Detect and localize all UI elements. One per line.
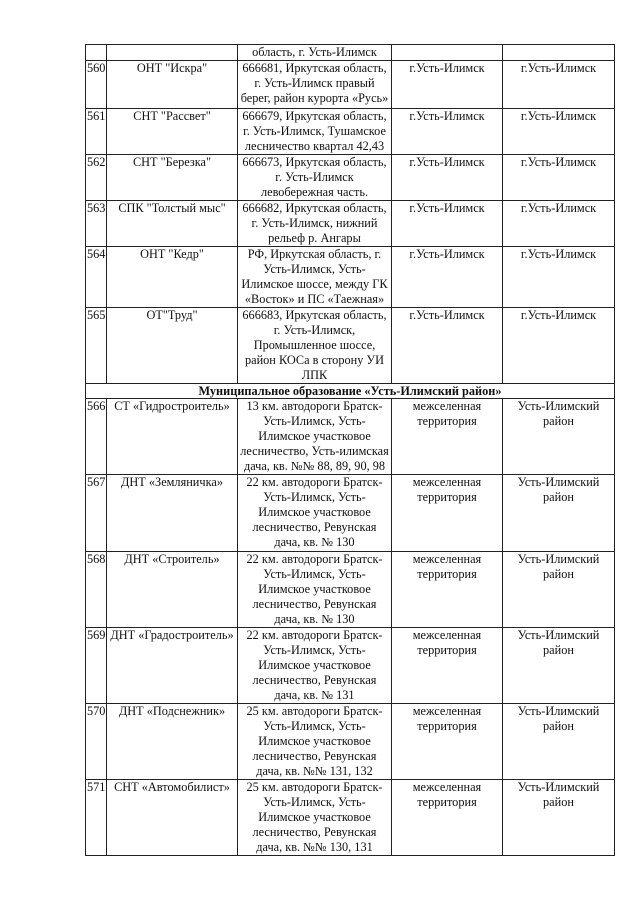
cell-name: ОНТ "Кедр"	[107, 247, 238, 308]
cell-num: 570	[86, 704, 107, 780]
cell-locality: г.Усть-Илимск	[392, 109, 503, 155]
cell-name: СПК "Толстый мыс"	[107, 201, 238, 247]
cell-num: 561	[86, 109, 107, 155]
cell-num: 564	[86, 247, 107, 308]
cell-num: 568	[86, 552, 107, 628]
table-row	[86, 475, 615, 552]
cell-locality: г.Усть-Илимск	[392, 61, 503, 109]
cell-address: 666681, Иркутская область, г. Усть-Илимск правый берег, район курорта «Русь»	[238, 61, 392, 109]
registry-table-body	[86, 45, 615, 856]
cell-name: СНТ «Автомобилист»	[107, 780, 238, 856]
cell-locality	[392, 45, 503, 61]
cell-locality: г.Усть-Илимск	[392, 308, 503, 384]
table-row	[86, 552, 615, 628]
cell-address: 22 км. автодороги Братск-Усть-Илимск, Усть-Илимское участковое лесничество, Ревунская дача, кв. № 130	[238, 475, 392, 552]
cell-municipality: г.Усть-Илимск	[503, 155, 615, 201]
cell-locality: г.Усть-Илимск	[392, 155, 503, 201]
cell-num: 565	[86, 308, 107, 384]
cell-address: область, г. Усть-Илимск	[238, 45, 392, 61]
cell-num: 571	[86, 780, 107, 856]
cell-municipality	[503, 45, 615, 61]
cell-num: 569	[86, 628, 107, 704]
cell-name: ДНТ «Подснежник»	[107, 704, 238, 780]
table-row	[86, 61, 615, 109]
cell-address: РФ, Иркутская область, г. Усть-Илимск, Усть-Илимское шоссе, между ГК «Восток» и ПС «Таежная»	[238, 247, 392, 308]
cell-locality: межселенная территория	[392, 552, 503, 628]
cell-address: 666679, Иркутская область, г. Усть-Илимск, Тушамское лесничество квартал 42,43	[238, 109, 392, 155]
cell-num: 560	[86, 61, 107, 109]
cell-locality: межселенная территория	[392, 628, 503, 704]
table-row	[86, 628, 615, 704]
cell-locality: межселенная территория	[392, 780, 503, 856]
cell-address: 666682, Иркутская область, г. Усть-Илимск, нижний рельеф р. Ангары	[238, 201, 392, 247]
cell-municipality: Усть-Илимский район	[503, 628, 615, 704]
cell-municipality: Усть-Илимский район	[503, 780, 615, 856]
cell-address: 13 км. автодороги Братск-Усть-Илимск, Усть-Илимское участковое лесничество, Усть-илимская дача, кв. №№ 88, 89, 90, 98	[238, 399, 392, 475]
cell-address: 666673, Иркутская область, г. Усть-Илимск левобережная часть.	[238, 155, 392, 201]
cell-name: ОНТ "Искра"	[107, 61, 238, 109]
section-row	[86, 384, 615, 399]
cell-locality: межселенная территория	[392, 399, 503, 475]
cell-name	[107, 45, 238, 61]
cell-municipality: г.Усть-Илимск	[503, 247, 615, 308]
cell-num: 563	[86, 201, 107, 247]
cell-municipality: г.Усть-Илимск	[503, 308, 615, 384]
cell-address: 25 км. автодороги Братск-Усть-Илимск, Усть-Илимское участковое лесничество, Ревунская дача, кв. №№ 130, 131	[238, 780, 392, 856]
cell-municipality: Усть-Илимский район	[503, 475, 615, 552]
cell-locality: г.Усть-Илимск	[392, 201, 503, 247]
cell-name: ДНТ «Строитель»	[107, 552, 238, 628]
cell-num: 562	[86, 155, 107, 201]
table-row-continuation	[86, 45, 615, 61]
cell-municipality: г.Усть-Илимск	[503, 109, 615, 155]
table-row	[86, 780, 615, 856]
table-row	[86, 247, 615, 308]
cell-name: СНТ "Березка"	[107, 155, 238, 201]
cell-municipality: Усть-Илимский район	[503, 399, 615, 475]
cell-name: СТ «Гидростроитель»	[107, 399, 238, 475]
cell-address: 22 км. автодороги Братск-Усть-Илимск, Усть-Илимское участковое лесничество, Ревунская дача, кв. № 131	[238, 628, 392, 704]
registry-table	[85, 44, 615, 856]
cell-num	[86, 45, 107, 61]
cell-locality: межселенная территория	[392, 704, 503, 780]
table-row	[86, 704, 615, 780]
cell-municipality: Усть-Илимский район	[503, 704, 615, 780]
cell-locality: г.Усть-Илимск	[392, 247, 503, 308]
cell-municipality: г.Усть-Илимск	[503, 201, 615, 247]
cell-name: СНТ "Рассвет"	[107, 109, 238, 155]
cell-name: ОТ"Труд"	[107, 308, 238, 384]
table-row	[86, 201, 615, 247]
cell-address: 22 км. автодороги Братск-Усть-Илимск, Усть-Илимское участковое лесничество, Ревунская дача, кв. № 130	[238, 552, 392, 628]
cell-name: ДНТ «Градостроитель»	[107, 628, 238, 704]
cell-num: 566	[86, 399, 107, 475]
cell-locality: межселенная территория	[392, 475, 503, 552]
section-title: Муниципальное образование «Усть-Илимский район»	[86, 384, 615, 399]
table-row	[86, 109, 615, 155]
cell-name: ДНТ «Земляничка»	[107, 475, 238, 552]
table-row	[86, 155, 615, 201]
cell-municipality: Усть-Илимский район	[503, 552, 615, 628]
cell-num: 567	[86, 475, 107, 552]
table-row	[86, 399, 615, 475]
table-row	[86, 308, 615, 384]
cell-municipality: г.Усть-Илимск	[503, 61, 615, 109]
cell-address: 666683, Иркутская область, г. Усть-Илимск, Промышленное шоссе, район КОСа в сторону УИ ЛПК	[238, 308, 392, 384]
cell-address: 25 км. автодороги Братск-Усть-Илимск, Усть-Илимское участковое лесничество, Ревунская дача, кв. №№ 131, 132	[238, 704, 392, 780]
